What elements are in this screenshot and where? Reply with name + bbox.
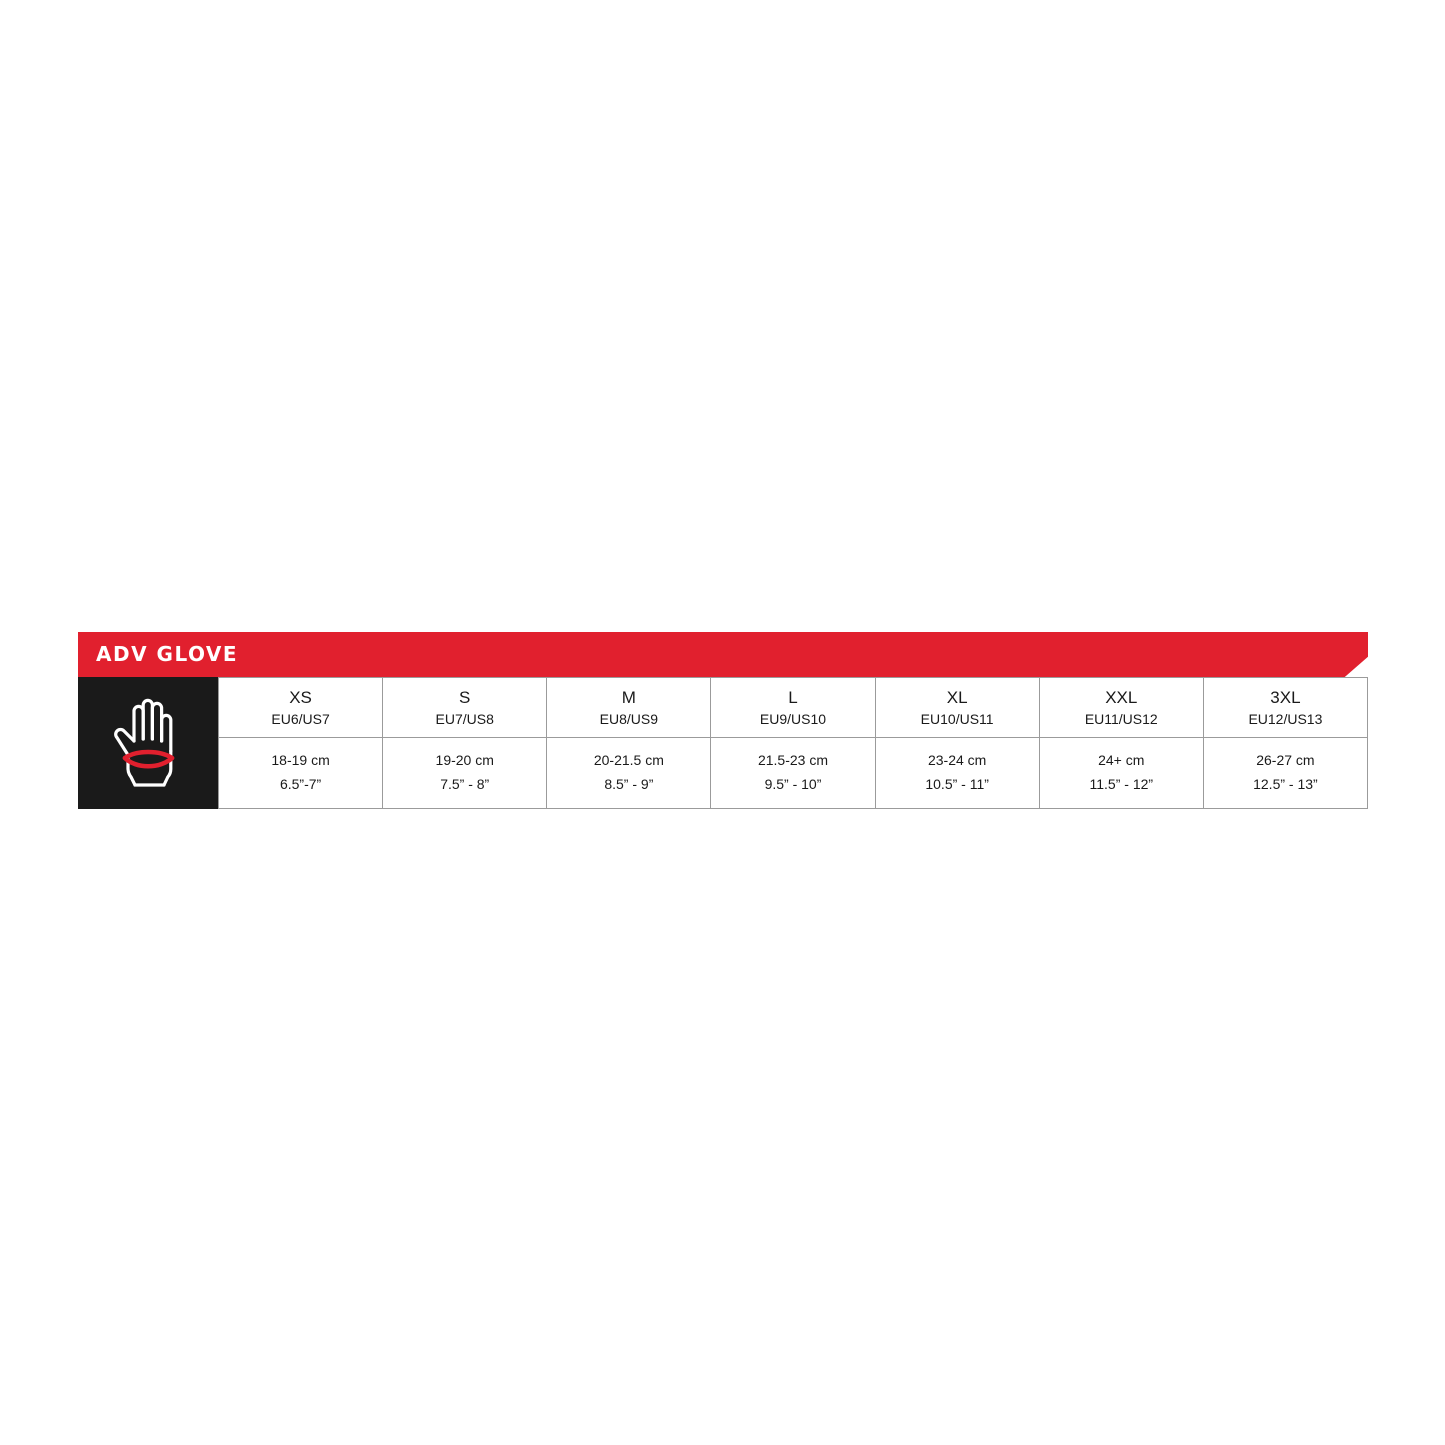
size-header-3xl <box>1204 678 1367 738</box>
size-label: XXL <box>1105 688 1138 707</box>
size-column-xl <box>876 677 1040 809</box>
size-header-s <box>383 678 546 738</box>
size-column-xxl <box>1040 677 1204 809</box>
hand-measure-icon-svg <box>94 695 202 791</box>
size-label: L <box>788 688 798 707</box>
size-intl: EU12/US13 <box>1248 711 1323 727</box>
size-column-3xl <box>1204 677 1368 809</box>
measure-inch: 11.5” - 12” <box>1089 776 1154 792</box>
banner-background <box>78 632 1368 677</box>
measure-inch: 8.5” - 9” <box>604 776 654 792</box>
size-label: S <box>459 688 471 707</box>
size-header-xxl <box>1040 678 1203 738</box>
size-column-xs <box>218 677 383 809</box>
size-column-m <box>547 677 711 809</box>
size-intl: EU10/US11 <box>920 711 994 727</box>
measure-cm: 26-27 cm <box>1256 752 1315 768</box>
size-column-s <box>383 677 547 809</box>
page-title: ADV GLOVE <box>96 642 239 666</box>
size-header-xl <box>876 678 1039 738</box>
measure-inch: 9.5” - 10” <box>764 776 822 792</box>
measure-cm: 18-19 cm <box>271 752 330 768</box>
size-measure-xxl <box>1040 738 1203 808</box>
size-label: XL <box>946 688 968 707</box>
size-chart <box>78 632 1368 809</box>
measure-cm: 20-21.5 cm <box>593 752 664 768</box>
size-measure-xl <box>876 738 1039 808</box>
size-intl: EU7/US8 <box>435 711 494 727</box>
measure-inch: 10.5” - 11” <box>925 776 989 792</box>
size-columns <box>218 677 1368 809</box>
size-measure-l <box>711 738 874 808</box>
hand-measure-icon <box>78 677 218 809</box>
size-header-xs <box>219 678 382 738</box>
size-measure-3xl <box>1204 738 1367 808</box>
size-table <box>78 677 1368 809</box>
size-intl: EU6/US7 <box>271 711 330 727</box>
size-label: M <box>621 688 636 707</box>
measure-cm: 23-24 cm <box>927 752 987 768</box>
size-label: XS <box>289 688 312 707</box>
size-header-l <box>711 678 874 738</box>
size-header-m <box>547 678 710 738</box>
size-measure-m <box>547 738 710 808</box>
measure-inch: 7.5” - 8” <box>440 776 490 792</box>
size-label: 3XL <box>1270 688 1301 707</box>
size-measure-xs <box>219 738 382 808</box>
size-column-l <box>711 677 875 809</box>
measure-cm: 21.5-23 cm <box>757 752 829 768</box>
measure-cm: 24+ cm <box>1098 752 1145 768</box>
measure-cm: 19-20 cm <box>435 752 494 768</box>
size-intl: EU11/US12 <box>1084 711 1158 727</box>
size-intl: EU8/US9 <box>599 711 659 727</box>
chart-header-banner <box>78 632 1368 677</box>
size-measure-s <box>383 738 546 808</box>
measure-inch: 12.5” - 13” <box>1253 776 1318 792</box>
size-intl: EU9/US10 <box>759 711 827 727</box>
measure-inch: 6.5”-7” <box>279 776 322 792</box>
